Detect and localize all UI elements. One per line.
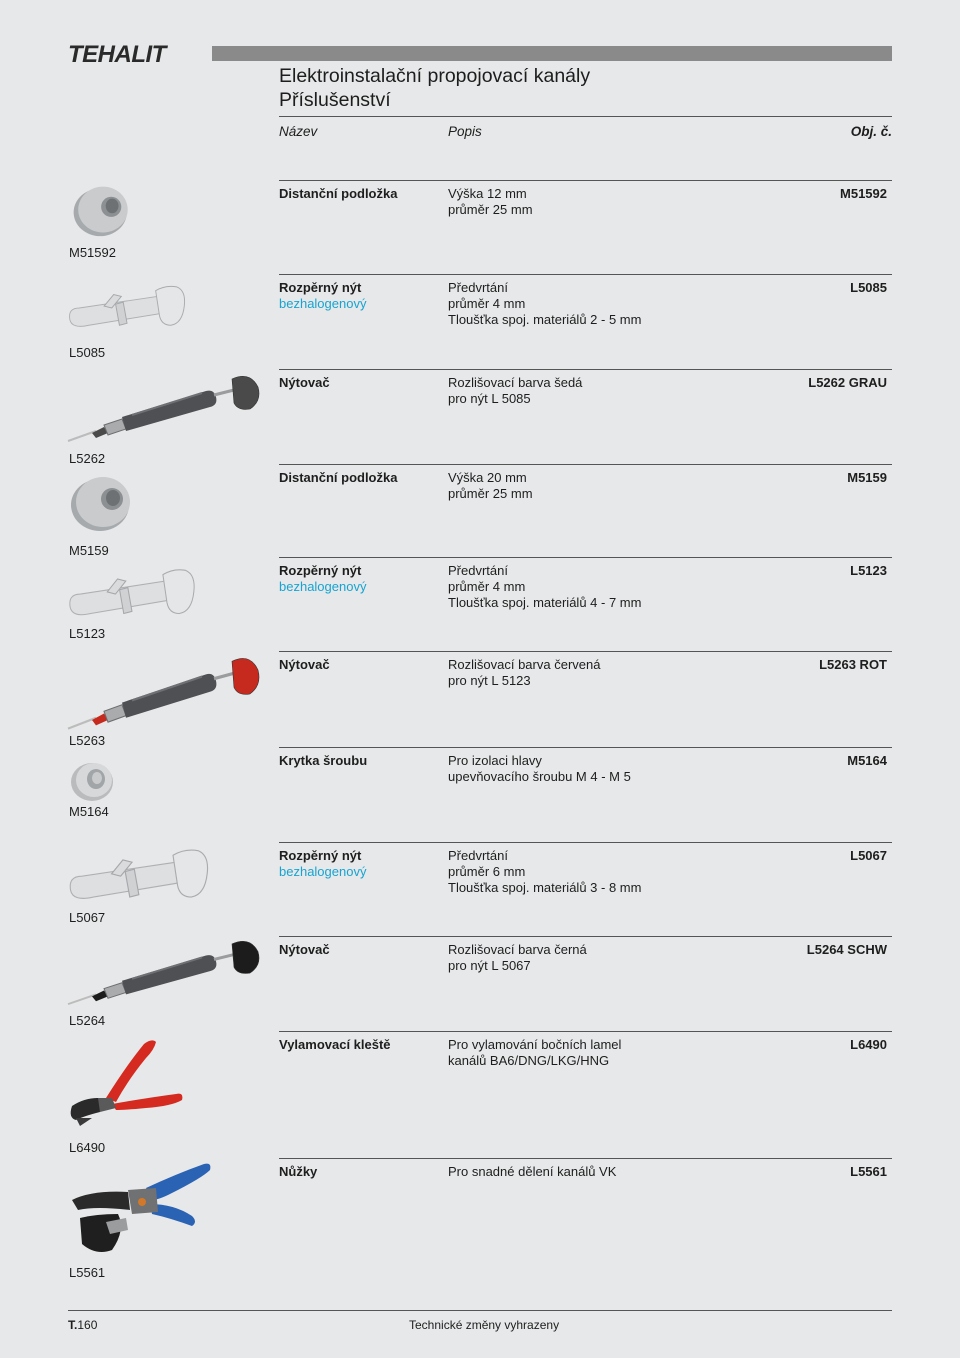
riveter-icon	[66, 432, 262, 449]
description-line: průměr 25 mm	[448, 202, 533, 217]
order-number: L5561	[850, 1164, 887, 1179]
product-name	[279, 753, 367, 769]
product-name	[279, 848, 366, 880]
description-line: Pro vylamování bočních lamel	[448, 1037, 622, 1052]
description-line: Výška 20 mm	[448, 470, 527, 485]
product-image-label: L5262	[69, 451, 106, 466]
order-number: L6490	[850, 1037, 887, 1052]
order-number: L5262 GRAU	[808, 375, 887, 390]
order-number: L5067	[850, 848, 887, 863]
product-image	[66, 1036, 186, 1128]
product-name-text: Rozpěrný nýt	[279, 280, 362, 295]
description-line: Předvrtání	[448, 848, 508, 863]
product-image-label: L6490	[69, 1140, 106, 1155]
footer-divider	[68, 1310, 892, 1311]
product-name-text: Vylamovací kleště	[279, 1037, 391, 1052]
product-image-label: L5264	[69, 1013, 106, 1028]
description-line: průměr 4 mm	[448, 579, 526, 594]
product-description	[448, 942, 587, 974]
product-image	[66, 375, 262, 445]
product-name	[279, 1037, 391, 1053]
product-name-text: Rozpěrný nýt	[279, 848, 362, 863]
row-divider	[279, 180, 892, 181]
product-image-label: L5085	[69, 345, 106, 360]
product-image-label: M51592	[69, 245, 116, 260]
product-name	[279, 1164, 317, 1180]
product-name	[279, 186, 397, 202]
product-image-label: M5164	[69, 804, 109, 819]
footer-note: Technické změny vyhrazeny	[409, 1318, 560, 1332]
order-number: L5263 ROT	[819, 657, 887, 672]
product-description	[448, 657, 600, 689]
product-description	[448, 1037, 621, 1069]
order-number: M5159	[847, 470, 887, 485]
product-description	[448, 470, 533, 502]
product-variant: bezhalogenový	[279, 864, 367, 879]
description-line: Pro izolaci hlavy	[448, 753, 542, 768]
order-number: L5085	[850, 280, 887, 295]
description-line: Tloušťka spoj. materiálů 3 - 8 mm	[448, 880, 642, 895]
product-name	[279, 280, 366, 312]
product-name	[279, 942, 330, 958]
row-divider	[279, 936, 892, 937]
product-image-label: M5159	[69, 543, 109, 558]
product-image	[66, 846, 214, 904]
rivet-icon	[66, 318, 190, 335]
product-name-text: Distanční podložka	[279, 186, 398, 201]
product-name-text: Nýtovač	[279, 375, 330, 390]
description-line: kanálů BA6/DNG/LKG/HNG	[448, 1053, 610, 1068]
product-image	[66, 940, 262, 1008]
shears-icon	[66, 1245, 212, 1262]
product-name	[279, 657, 330, 673]
order-number: M5164	[847, 753, 887, 768]
product-name-text: Nůžky	[279, 1164, 318, 1179]
product-description	[448, 280, 641, 328]
row-divider	[279, 1031, 892, 1032]
product-name-text: Rozpěrný nýt	[279, 563, 362, 578]
description-line: průměr 4 mm	[448, 296, 526, 311]
riveter-icon	[66, 995, 262, 1012]
product-name	[279, 470, 397, 486]
row-divider	[279, 557, 892, 558]
row-divider	[279, 842, 892, 843]
row-divider	[279, 274, 892, 275]
row-divider	[279, 369, 892, 370]
product-image-label: L5561	[69, 1265, 106, 1280]
order-number: L5264 SCHW	[806, 942, 887, 957]
page-num: 160	[77, 1318, 98, 1332]
description-line: Rozlišovací barva červená	[448, 657, 601, 672]
product-description	[448, 753, 631, 785]
product-description	[448, 1164, 616, 1180]
rivet-icon	[66, 607, 200, 624]
description-line: Předvrtání	[448, 280, 508, 295]
order-number: M51592	[840, 186, 887, 201]
product-image	[70, 183, 135, 238]
product-description	[448, 848, 641, 896]
rivet-icon	[66, 891, 214, 908]
description-line: Předvrtání	[448, 563, 508, 578]
row-divider	[279, 1158, 892, 1159]
product-image	[66, 566, 200, 620]
product-variant: bezhalogenový	[279, 296, 367, 311]
product-image-label: L5263	[69, 733, 106, 748]
product-name	[279, 563, 366, 595]
product-variant: bezhalogenový	[279, 579, 367, 594]
row-divider	[279, 747, 892, 748]
order-number: L5123	[850, 563, 887, 578]
description-line: Rozlišovací barva šedá	[448, 375, 583, 390]
spacer-icon	[70, 225, 135, 242]
page-title-line1: Elektroinstalační propojovací kanály	[279, 65, 591, 87]
row-divider	[279, 464, 892, 465]
description-line: Tloušťka spoj. materiálů 2 - 5 mm	[448, 312, 642, 327]
description-line: Výška 12 mm	[448, 186, 527, 201]
brand-logo: TEHALIT	[68, 41, 166, 68]
description-line: průměr 25 mm	[448, 486, 533, 501]
header-divider	[279, 116, 892, 117]
column-header-order-number: Obj. č.	[850, 124, 892, 139]
description-line: Pro snadné dělení kanálů VK	[448, 1164, 617, 1179]
description-line: pro nýt L 5123	[448, 673, 531, 688]
product-name-text: Nýtovač	[279, 942, 330, 957]
page-number	[68, 1318, 97, 1332]
column-header-name: Název	[279, 124, 318, 139]
description-line: upevňovacího šroubu M 4 - M 5	[448, 769, 631, 784]
column-header-description: Popis	[448, 124, 482, 139]
description-line: pro nýt L 5085	[448, 391, 531, 406]
page-title-line2: Příslušenství	[279, 89, 391, 111]
description-line: průměr 6 mm	[448, 864, 526, 879]
product-description	[448, 375, 582, 407]
product-image-label: L5067	[69, 910, 106, 925]
product-image	[70, 473, 135, 533]
product-image	[70, 758, 115, 803]
product-image	[66, 283, 190, 331]
description-line: pro nýt L 5067	[448, 958, 531, 973]
product-image	[66, 1160, 212, 1258]
page-title	[279, 64, 590, 112]
header-bar	[212, 46, 892, 61]
pliers-icon	[66, 1115, 186, 1132]
product-image	[66, 657, 262, 733]
page-prefix: T.	[68, 1318, 78, 1332]
row-divider	[279, 651, 892, 652]
spacer-icon	[70, 520, 135, 537]
product-name	[279, 375, 330, 391]
product-name-text: Nýtovač	[279, 657, 330, 672]
product-name-text: Distanční podložka	[279, 470, 398, 485]
description-line: Tloušťka spoj. materiálů 4 - 7 mm	[448, 595, 642, 610]
product-image-label: L5123	[69, 626, 106, 641]
description-line: Rozlišovací barva černá	[448, 942, 587, 957]
product-name-text: Krytka šroubu	[279, 753, 368, 768]
product-description	[448, 563, 641, 611]
product-description	[448, 186, 533, 218]
